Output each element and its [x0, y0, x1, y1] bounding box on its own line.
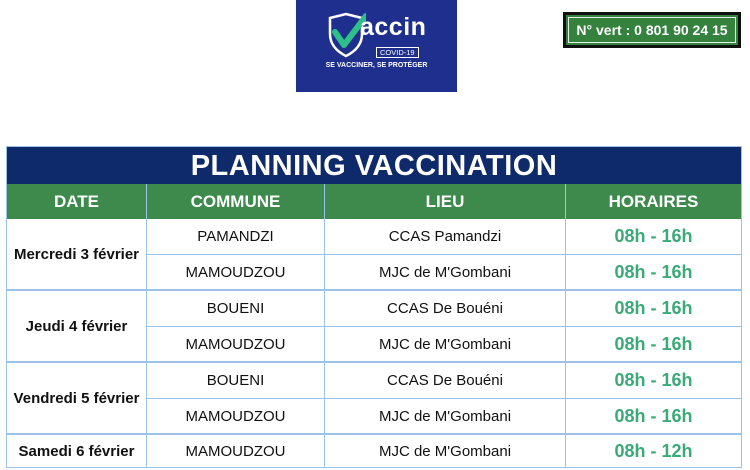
- commune-cell: MAMOUDZOU: [147, 327, 325, 363]
- lieu-cell: CCAS De Bouéni: [325, 291, 566, 327]
- hotline-inner-border: [568, 17, 736, 43]
- logo-word: accin: [360, 13, 427, 41]
- horaires-cell: 08h - 16h: [566, 291, 741, 327]
- commune-cell: PAMANDZI: [147, 219, 325, 255]
- header-horaires: HORAIRES: [566, 184, 741, 219]
- commune-cell: MAMOUDZOU: [147, 435, 325, 467]
- horaires-cell: 08h - 12h: [614, 440, 693, 461]
- lieu-cell: MJC de M'Gombani: [325, 327, 566, 363]
- commune-cell: BOUENI: [147, 291, 325, 327]
- header-date: DATE: [7, 184, 147, 219]
- vaccination-schedule-table: [6, 146, 742, 468]
- commune-cell: MAMOUDZOU: [147, 399, 325, 435]
- vaccin-covid-logo: [296, 0, 457, 92]
- horaires-cell: 08h - 16h: [566, 363, 741, 399]
- header-lieu: LIEU: [325, 184, 566, 219]
- date-cell: Jeudi 4 février: [7, 291, 147, 363]
- lieu-cell: MJC de M'Gombani: [325, 435, 566, 467]
- hotline-text: N° vert : 0 801 90 24 15: [576, 22, 728, 38]
- hotline-badge: [563, 12, 741, 48]
- lieu-cell: CCAS Pamandzi: [325, 219, 566, 255]
- horaires-cell: 08h - 16h: [566, 219, 741, 255]
- logo-covid-label: COVID-19: [376, 47, 419, 58]
- lieu-cell: CCAS De Bouéni: [325, 363, 566, 399]
- horaires-cell: 08h - 16h: [566, 327, 741, 363]
- date-cell: Vendredi 5 février: [7, 363, 147, 435]
- horaires-cell: 08h - 16h: [566, 255, 741, 291]
- table-title: PLANNING VACCINATION: [7, 147, 741, 184]
- commune-cell: MAMOUDZOU: [147, 255, 325, 291]
- header-commune: COMMUNE: [147, 184, 325, 219]
- date-cell: Samedi 6 février: [7, 435, 147, 467]
- lieu-cell: MJC de M'Gombani: [325, 255, 566, 291]
- logo-tagline: SE VACCINER, SE PROTÉGER: [325, 62, 428, 69]
- lieu-cell: MJC de M'Gombani: [325, 399, 566, 435]
- commune-cell: BOUENI: [147, 363, 325, 399]
- date-cell: Mercredi 3 février: [7, 219, 147, 291]
- horaires-cell: 08h - 16h: [566, 399, 741, 435]
